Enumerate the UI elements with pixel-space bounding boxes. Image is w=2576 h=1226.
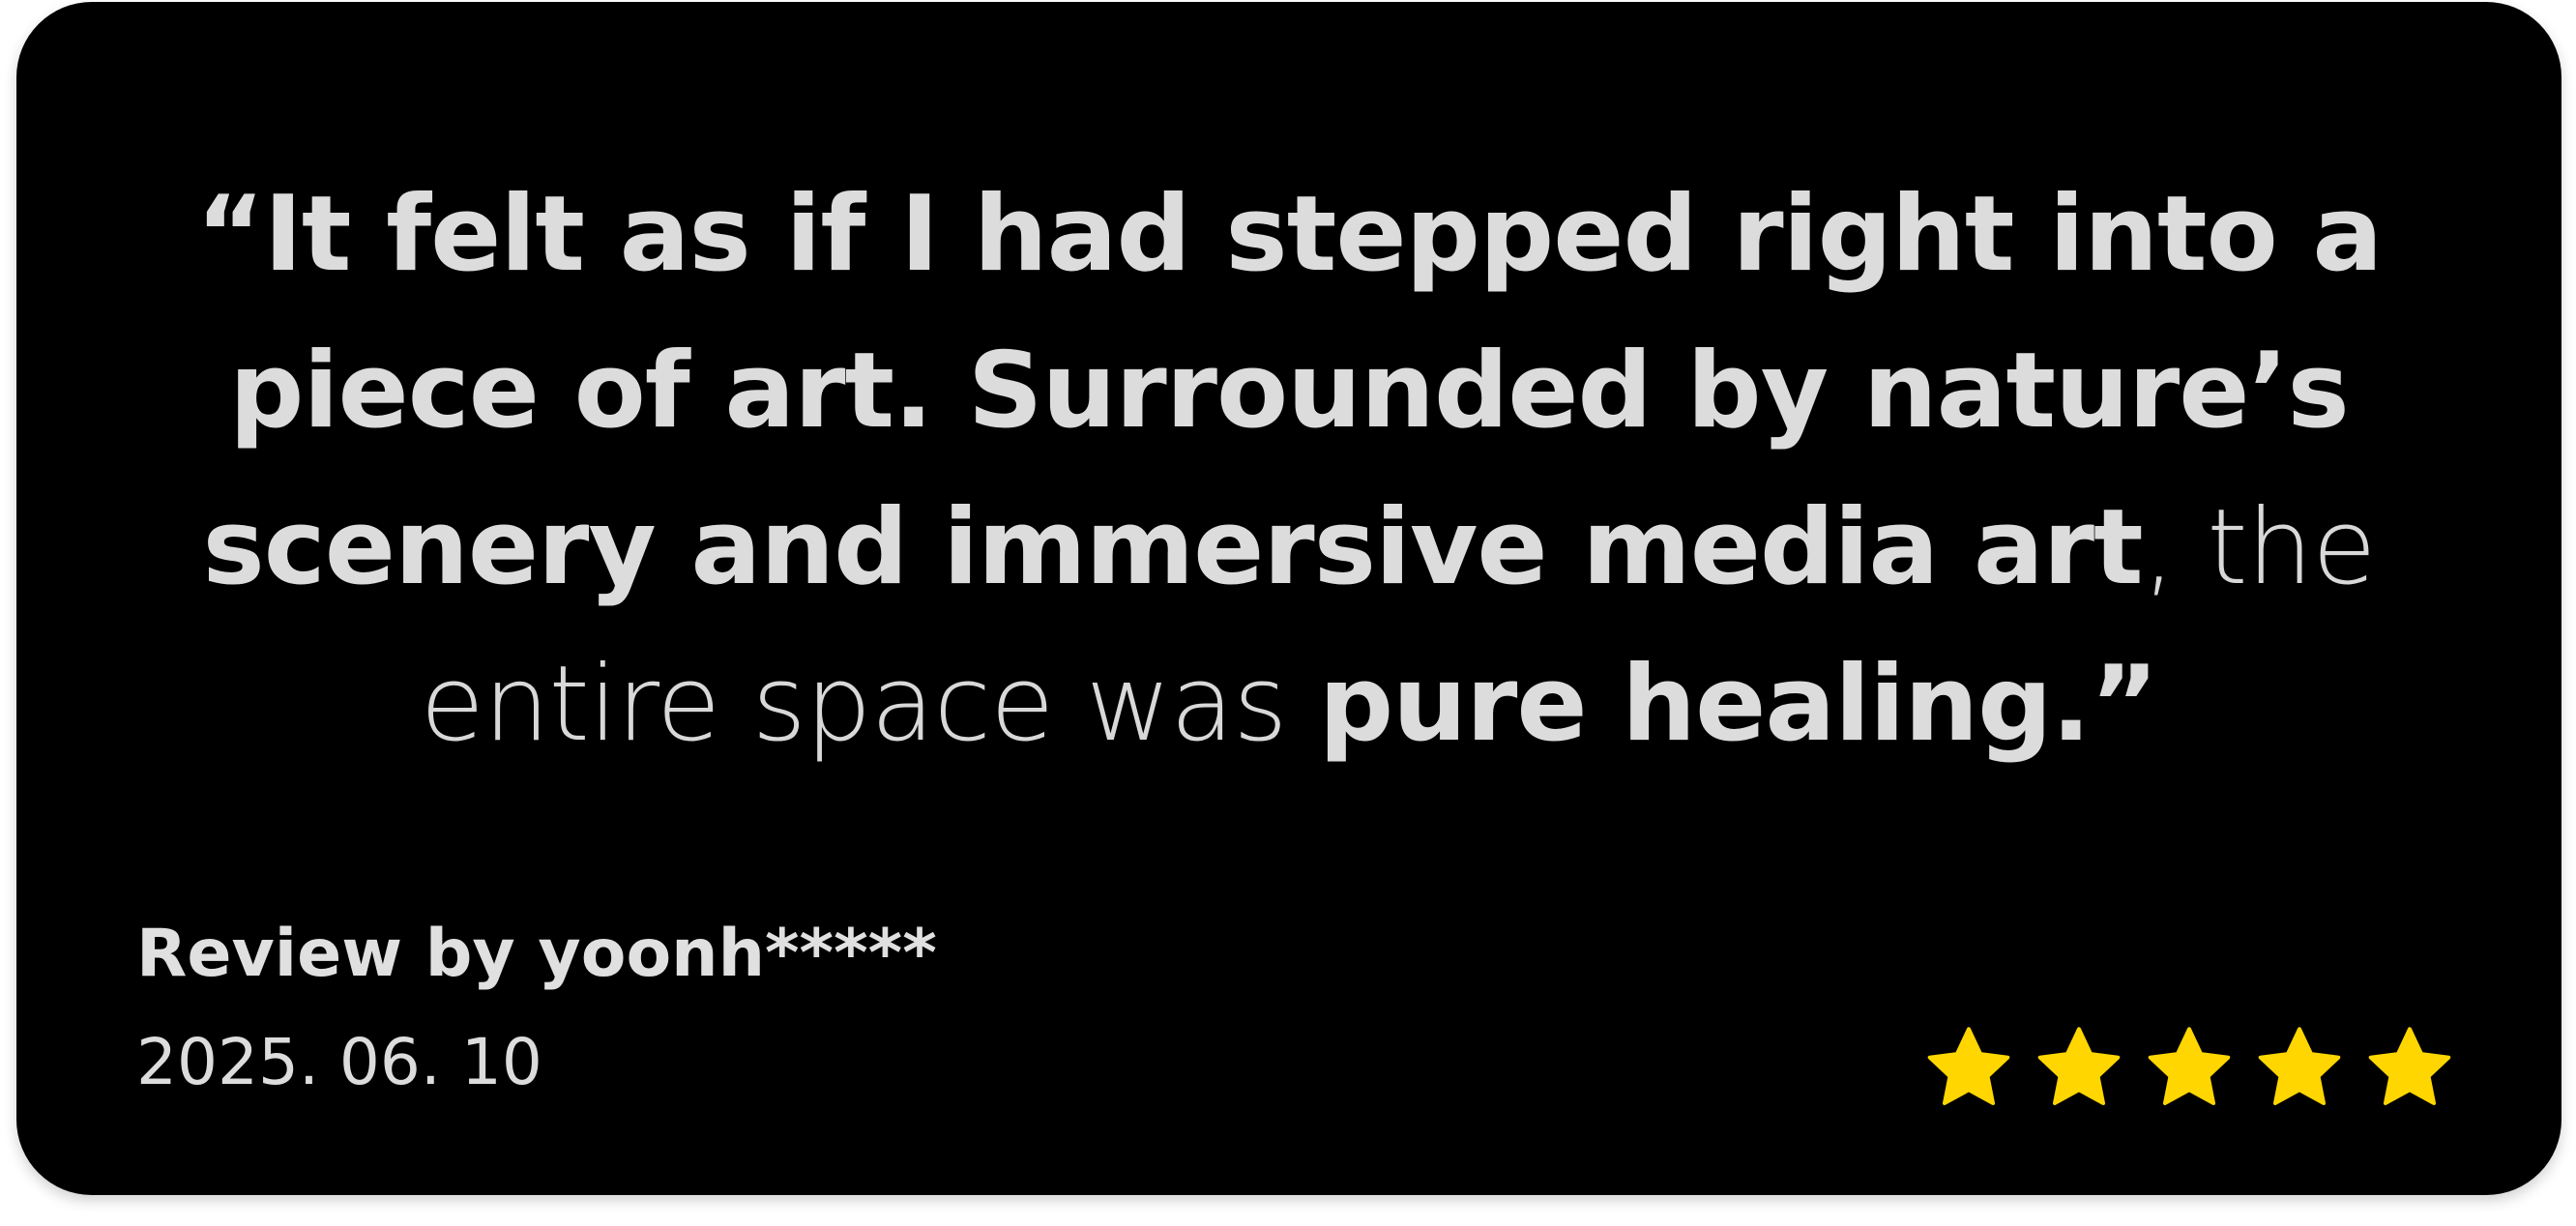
quote-bold-text: “It felt as if I had stepped right into a piece of art. Surrounded by nature’s scenery and immersive media art: [195, 174, 2383, 608]
quote-bold-ending: pure healing.”: [1318, 644, 2158, 765]
star-icon: [2254, 1023, 2345, 1114]
star-icon: [2364, 1023, 2455, 1114]
reviewer-name: Review by yoonh*****: [136, 916, 937, 992]
quote-light-text: , the entire space was: [420, 487, 2376, 765]
star-rating: [1923, 1023, 2455, 1116]
star-icon: [2144, 1023, 2235, 1114]
review-date: 2025. 06. 10: [136, 1025, 542, 1099]
review-card: [16, 2, 2561, 1195]
star-icon: [2034, 1023, 2124, 1114]
star-icon: [1923, 1023, 2014, 1114]
review-quote: [74, 157, 2503, 783]
